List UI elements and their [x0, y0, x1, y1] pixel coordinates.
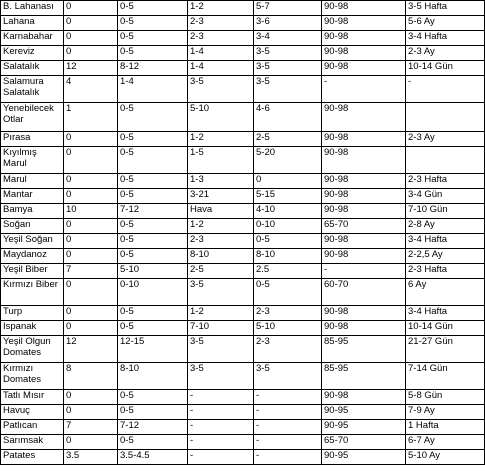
humidity-range-cell: - — [322, 264, 406, 279]
col-5-value-cell: 3-5 — [254, 76, 322, 103]
col-4-value-cell: - — [188, 405, 254, 420]
col-4-value-cell: 3-5 — [188, 336, 254, 363]
humidity-range-cell: 65-70 — [322, 219, 406, 234]
storage-duration-cell: 1 Hafta — [406, 420, 485, 435]
target-temp-cell: 3.5 — [64, 450, 118, 465]
target-temp-cell: 0 — [64, 174, 118, 189]
target-temp-cell: 10 — [64, 204, 118, 219]
vegetable-name-cell: Kırmızı Domates — [1, 363, 64, 390]
storage-duration-cell: 7-10 Gün — [406, 204, 485, 219]
temp-range-cell: 0-5 — [118, 16, 188, 31]
col-5-value-cell: 3-6 — [254, 16, 322, 31]
vegetable-name-cell: Kıyılmış Marul — [1, 147, 64, 174]
col-4-value-cell: 1-3 — [188, 174, 254, 189]
vegetable-name-cell: Tatlı Mısır — [1, 390, 64, 405]
col-4-value-cell: - — [188, 390, 254, 405]
table-row — [1, 219, 485, 234]
humidity-range-cell: 90-98 — [322, 390, 406, 405]
col-5-value-cell: - — [254, 450, 322, 465]
humidity-range-cell: 90-98 — [322, 234, 406, 249]
col-5-value-cell: - — [254, 405, 322, 420]
humidity-range-cell: 90-98 — [322, 321, 406, 336]
vegetable-name-cell: Maydanoz — [1, 249, 64, 264]
col-5-value-cell: - — [254, 435, 322, 450]
humidity-range-cell: - — [322, 76, 406, 103]
storage-duration-cell: 3-5 Hafta — [406, 1, 485, 16]
col-4-value-cell: 1-2 — [188, 132, 254, 147]
col-5-value-cell: - — [254, 390, 322, 405]
col-4-value-cell: - — [188, 450, 254, 465]
humidity-range-cell: 90-98 — [322, 16, 406, 31]
storage-duration-cell: 3-4 Hafta — [406, 31, 485, 46]
target-temp-cell: 0 — [64, 132, 118, 147]
storage-duration-cell: 2-3 Hafta — [406, 174, 485, 189]
humidity-range-cell: 90-95 — [322, 405, 406, 420]
col-4-value-cell: 2-3 — [188, 16, 254, 31]
storage-duration-cell: - — [406, 76, 485, 103]
humidity-range-cell: 90-98 — [322, 147, 406, 174]
col-5-value-cell: 3-4 — [254, 31, 322, 46]
vegetable-name-cell: Patlıcan — [1, 420, 64, 435]
target-temp-cell: 0 — [64, 306, 118, 321]
col-5-value-cell: 0-5 — [254, 279, 322, 306]
target-temp-cell: 0 — [64, 234, 118, 249]
table-row — [1, 76, 485, 103]
storage-duration-cell — [406, 147, 485, 174]
target-temp-cell: 8 — [64, 363, 118, 390]
storage-duration-cell: 3-4 Hafta — [406, 234, 485, 249]
col-5-value-cell: 5-7 — [254, 1, 322, 16]
target-temp-cell: 12 — [64, 61, 118, 76]
table-row — [1, 61, 485, 76]
table-row — [1, 249, 485, 264]
table-row — [1, 435, 485, 450]
table-row — [1, 321, 485, 336]
humidity-range-cell: 90-98 — [322, 1, 406, 16]
temp-range-cell: 8-10 — [118, 363, 188, 390]
table-row — [1, 147, 485, 174]
temp-range-cell: 12-15 — [118, 336, 188, 363]
col-4-value-cell: Hava — [188, 204, 254, 219]
temp-range-cell: 3.5-4.5 — [118, 450, 188, 465]
humidity-range-cell: 90-98 — [322, 204, 406, 219]
temp-range-cell: 0-5 — [118, 31, 188, 46]
storage-duration-cell: 2-3 Ay — [406, 46, 485, 61]
col-4-value-cell: 7-10 — [188, 321, 254, 336]
col-4-value-cell: 1-2 — [188, 306, 254, 321]
storage-duration-cell: 10-14 Gün — [406, 61, 485, 76]
humidity-range-cell: 90-95 — [322, 450, 406, 465]
temp-range-cell: 0-5 — [118, 174, 188, 189]
vegetable-name-cell: Kereviz — [1, 46, 64, 61]
target-temp-cell: 7 — [64, 264, 118, 279]
col-4-value-cell: 2-5 — [188, 264, 254, 279]
col-5-value-cell: 2-5 — [254, 132, 322, 147]
storage-duration-cell: 7-9 Ay — [406, 405, 485, 420]
vegetable-name-cell: Patates — [1, 450, 64, 465]
table-row — [1, 174, 485, 189]
table-row — [1, 132, 485, 147]
storage-duration-cell: 2-3 Hafta — [406, 264, 485, 279]
col-4-value-cell: 2-3 — [188, 31, 254, 46]
target-temp-cell: 0 — [64, 279, 118, 306]
table-row — [1, 363, 485, 390]
col-4-value-cell: 5-10 — [188, 103, 254, 132]
col-4-value-cell: 1-4 — [188, 61, 254, 76]
storage-duration-cell: 2-2,5 Ay — [406, 249, 485, 264]
vegetable-name-cell: Yenebilecek Otlar — [1, 103, 64, 132]
temp-range-cell: 0-5 — [118, 219, 188, 234]
temp-range-cell: 0-5 — [118, 103, 188, 132]
col-5-value-cell: 5-10 — [254, 321, 322, 336]
target-temp-cell: 0 — [64, 321, 118, 336]
storage-duration-cell: 5-8 Gün — [406, 390, 485, 405]
temp-range-cell: 0-5 — [118, 306, 188, 321]
col-4-value-cell: - — [188, 435, 254, 450]
col-5-value-cell: 0 — [254, 174, 322, 189]
col-5-value-cell: 3-5 — [254, 363, 322, 390]
vegetable-name-cell: Mantar — [1, 189, 64, 204]
col-5-value-cell: 5-15 — [254, 189, 322, 204]
table-row — [1, 336, 485, 363]
vegetable-name-cell: B. Lahanası — [1, 1, 64, 16]
vegetable-name-cell: Bamya — [1, 204, 64, 219]
table-row — [1, 103, 485, 132]
target-temp-cell: 12 — [64, 336, 118, 363]
temp-range-cell: 0-5 — [118, 405, 188, 420]
target-temp-cell: 4 — [64, 76, 118, 103]
storage-duration-cell: 21-27 Gün — [406, 336, 485, 363]
col-5-value-cell: 2.5 — [254, 264, 322, 279]
vegetable-name-cell: Yeşil Biber — [1, 264, 64, 279]
humidity-range-cell: 90-98 — [322, 189, 406, 204]
table-row — [1, 420, 485, 435]
target-temp-cell: 1 — [64, 103, 118, 132]
storage-duration-cell: 6-7 Ay — [406, 435, 485, 450]
col-4-value-cell: - — [188, 420, 254, 435]
col-4-value-cell: 3-5 — [188, 279, 254, 306]
col-5-value-cell: 2-3 — [254, 306, 322, 321]
col-5-value-cell: 4-10 — [254, 204, 322, 219]
temp-range-cell: 0-5 — [118, 321, 188, 336]
humidity-range-cell: 90-98 — [322, 306, 406, 321]
temp-range-cell: 0-5 — [118, 132, 188, 147]
col-5-value-cell: 0-10 — [254, 219, 322, 234]
table-row — [1, 46, 485, 61]
col-5-value-cell: 4-6 — [254, 103, 322, 132]
table-row — [1, 450, 485, 465]
col-5-value-cell: 5-20 — [254, 147, 322, 174]
vegetable-name-cell: Havuç — [1, 405, 64, 420]
humidity-range-cell: 90-98 — [322, 31, 406, 46]
vegetable-name-cell: Sarımsak — [1, 435, 64, 450]
storage-duration-cell: 2-3 Ay — [406, 132, 485, 147]
storage-duration-cell: 5-10 Ay — [406, 450, 485, 465]
temp-range-cell: 0-5 — [118, 234, 188, 249]
humidity-range-cell: 90-98 — [322, 249, 406, 264]
temp-range-cell: 5-10 — [118, 264, 188, 279]
humidity-range-cell: 90-98 — [322, 132, 406, 147]
vegetable-name-cell: Pırasa — [1, 132, 64, 147]
col-4-value-cell: 1-2 — [188, 1, 254, 16]
temp-range-cell: 0-5 — [118, 435, 188, 450]
col-5-value-cell: - — [254, 420, 322, 435]
target-temp-cell: 0 — [64, 1, 118, 16]
vegetable-name-cell: Lahana — [1, 16, 64, 31]
vegetable-name-cell: Soğan — [1, 219, 64, 234]
humidity-range-cell: 85-95 — [322, 363, 406, 390]
storage-duration-cell — [406, 103, 485, 132]
temp-range-cell: 0-5 — [118, 189, 188, 204]
col-5-value-cell: 2-3 — [254, 336, 322, 363]
vegetable-name-cell: Salamura Salatalık — [1, 76, 64, 103]
temp-range-cell: 0-10 — [118, 279, 188, 306]
vegetable-name-cell: Ispanak — [1, 321, 64, 336]
table-row — [1, 234, 485, 249]
col-5-value-cell: 8-10 — [254, 249, 322, 264]
col-4-value-cell: 8-10 — [188, 249, 254, 264]
table-row — [1, 189, 485, 204]
target-temp-cell: 0 — [64, 390, 118, 405]
vegetable-name-cell: Salatalık — [1, 61, 64, 76]
col-5-value-cell: 3-5 — [254, 61, 322, 76]
target-temp-cell: 0 — [64, 249, 118, 264]
col-5-value-cell: 0-5 — [254, 234, 322, 249]
storage-duration-cell: 3-4 Hafta — [406, 306, 485, 321]
table-row — [1, 306, 485, 321]
temp-range-cell: 0-5 — [118, 46, 188, 61]
temp-range-cell: 7-12 — [118, 204, 188, 219]
table-row — [1, 279, 485, 306]
humidity-range-cell: 90-98 — [322, 174, 406, 189]
table-row — [1, 204, 485, 219]
col-5-value-cell: 3-5 — [254, 46, 322, 61]
col-4-value-cell: 1-2 — [188, 219, 254, 234]
humidity-range-cell: 90-98 — [322, 103, 406, 132]
humidity-range-cell: 90-98 — [322, 46, 406, 61]
storage-duration-cell: 5-6 Ay — [406, 16, 485, 31]
col-4-value-cell: 3-5 — [188, 363, 254, 390]
storage-duration-cell: 3-4 Gün — [406, 189, 485, 204]
col-4-value-cell: 1-4 — [188, 46, 254, 61]
vegetable-name-cell: Karnabahar — [1, 31, 64, 46]
storage-duration-cell: 2-8 Ay — [406, 219, 485, 234]
humidity-range-cell: 60-70 — [322, 279, 406, 306]
target-temp-cell: 0 — [64, 147, 118, 174]
storage-duration-cell: 6 Ay — [406, 279, 485, 306]
humidity-range-cell: 85-95 — [322, 336, 406, 363]
table-row — [1, 16, 485, 31]
humidity-range-cell: 90-95 — [322, 420, 406, 435]
vegetable-name-cell: Marul — [1, 174, 64, 189]
col-4-value-cell: 3-21 — [188, 189, 254, 204]
table-row — [1, 264, 485, 279]
humidity-range-cell: 90-98 — [322, 61, 406, 76]
target-temp-cell: 0 — [64, 31, 118, 46]
target-temp-cell: 0 — [64, 46, 118, 61]
vegetable-name-cell: Yeşil Olgun Domates — [1, 336, 64, 363]
target-temp-cell: 0 — [64, 219, 118, 234]
temp-range-cell: 0-5 — [118, 390, 188, 405]
col-4-value-cell: 3-5 — [188, 76, 254, 103]
temp-range-cell: 7-12 — [118, 420, 188, 435]
temp-range-cell: 0-5 — [118, 147, 188, 174]
temp-range-cell: 0-5 — [118, 1, 188, 16]
vegetable-name-cell: Kırmızı Biber — [1, 279, 64, 306]
vegetable-name-cell: Turp — [1, 306, 64, 321]
temp-range-cell: 0-5 — [118, 249, 188, 264]
target-temp-cell: 0 — [64, 435, 118, 450]
table-row — [1, 31, 485, 46]
table-row — [1, 1, 485, 16]
humidity-range-cell: 65-70 — [322, 435, 406, 450]
col-4-value-cell: 1-5 — [188, 147, 254, 174]
temp-range-cell: 1-4 — [118, 76, 188, 103]
target-temp-cell: 7 — [64, 420, 118, 435]
target-temp-cell: 0 — [64, 16, 118, 31]
storage-duration-cell: 10-14 Gün — [406, 321, 485, 336]
storage-duration-cell: 7-14 Gün — [406, 363, 485, 390]
col-4-value-cell: 2-3 — [188, 234, 254, 249]
vegetable-name-cell: Yeşil Soğan — [1, 234, 64, 249]
target-temp-cell: 0 — [64, 405, 118, 420]
table-row — [1, 405, 485, 420]
temp-range-cell: 8-12 — [118, 61, 188, 76]
target-temp-cell: 0 — [64, 189, 118, 204]
table-row — [1, 390, 485, 405]
